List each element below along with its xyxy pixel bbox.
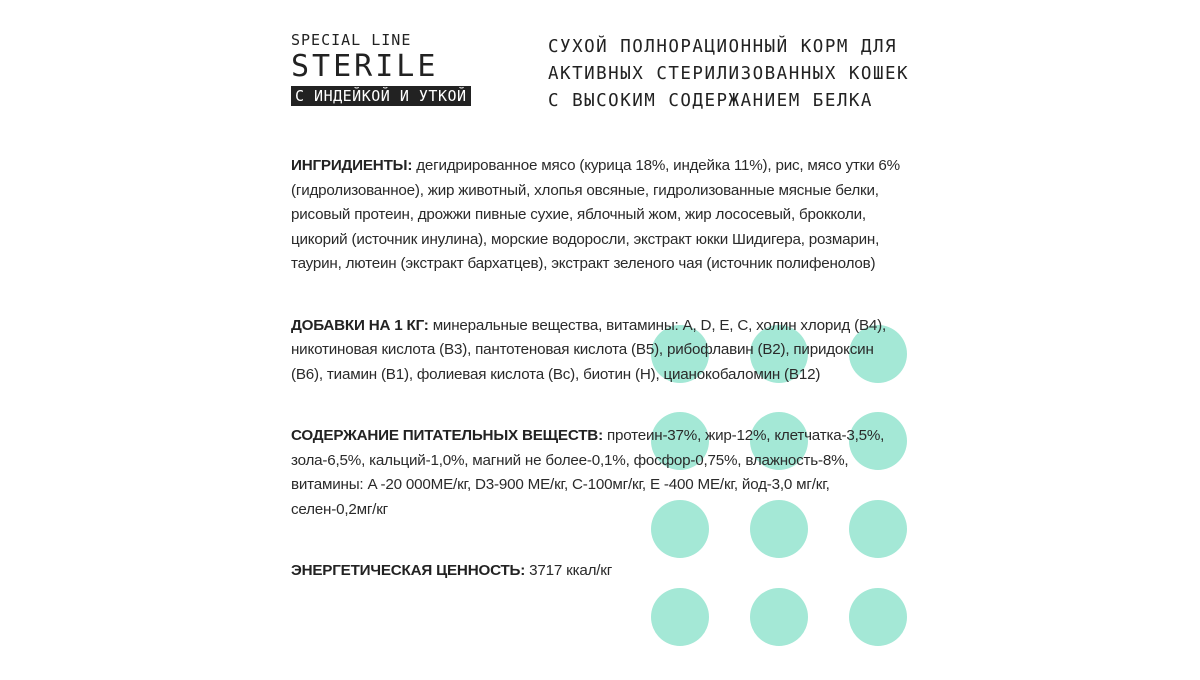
ingredients-text: дегидрированное мясо (курица 18%, индейка 11%), рис, мясо утки 6% (гидролизованное), жир животный, хлопья овсяные, гидролизованные мясные белки, рисовый протеин, дрожжи пивные сухие, яблочный жом, жир лососевый, брокколи, цикорий (источник инулина), морские водоросли, экстракт юкки Шидигера, розмарин, таурин, лютеин (экстракт бархатцев), экстракт зеленого чая (источник полифенолов) bbox=[291, 157, 900, 272]
additives-section bbox=[291, 314, 909, 388]
additives-label: ДОБАВКИ НА 1 КГ: bbox=[291, 316, 429, 334]
composition-content bbox=[291, 154, 909, 621]
energy-label: ЭНЕРГЕТИЧЕСКАЯ ЦЕННОСТЬ: bbox=[291, 562, 526, 579]
energy-text: 3717 ккал/кг bbox=[525, 562, 613, 579]
nutrients-section bbox=[291, 424, 909, 522]
energy-section bbox=[291, 559, 909, 584]
product-headline: СУХОЙ ПОЛНОРАЦИОННЫЙ КОРМ ДЛЯ АКТИВНЫХ СТЕРИЛИЗОВАННЫХ КОШЕК С ВЫСОКИМ СОДЕРЖАНИЕМ БЕЛКА bbox=[548, 37, 910, 111]
additives-text: минеральные вещества, витамины: A, D, E, C, холин хлорид (B4), никотиновая кислота (B3), пантотеновая кислота (B5), рибофлавин (B2), пиридоксин (B6), тиамин (B1), фолиевая кислота (Bc), биотин (H), цианокобаломин (B12) bbox=[291, 316, 887, 383]
ingredients-label: ИНГРИДИЕНТЫ: bbox=[291, 157, 413, 174]
nutrients-text: протеин-37%, жир-12%, клетчатка-3,5%, зола-6,5%, кальций-1,0%, магний не более-0,1%, фосфор-0,75%, влажность-8%, витамины: A -20 000МЕ/кг, D3-900 МЕ/кг, C-100мг/кг, E -400 МЕ/кг, йод-3,0 мг/кг, селен-0,2мг/кг bbox=[291, 427, 885, 518]
brand-line: SPECIAL LINE bbox=[291, 31, 412, 49]
ingredients-section bbox=[291, 154, 909, 277]
brand-block bbox=[291, 32, 471, 106]
product-tagline: С ИНДЕЙКОЙ И УТКОЙ bbox=[291, 86, 471, 106]
nutrients-label: СОДЕРЖАНИЕ ПИТАТЕЛЬНЫХ ВЕЩЕСТВ: bbox=[291, 427, 603, 444]
product-name: STERILE bbox=[291, 49, 439, 84]
